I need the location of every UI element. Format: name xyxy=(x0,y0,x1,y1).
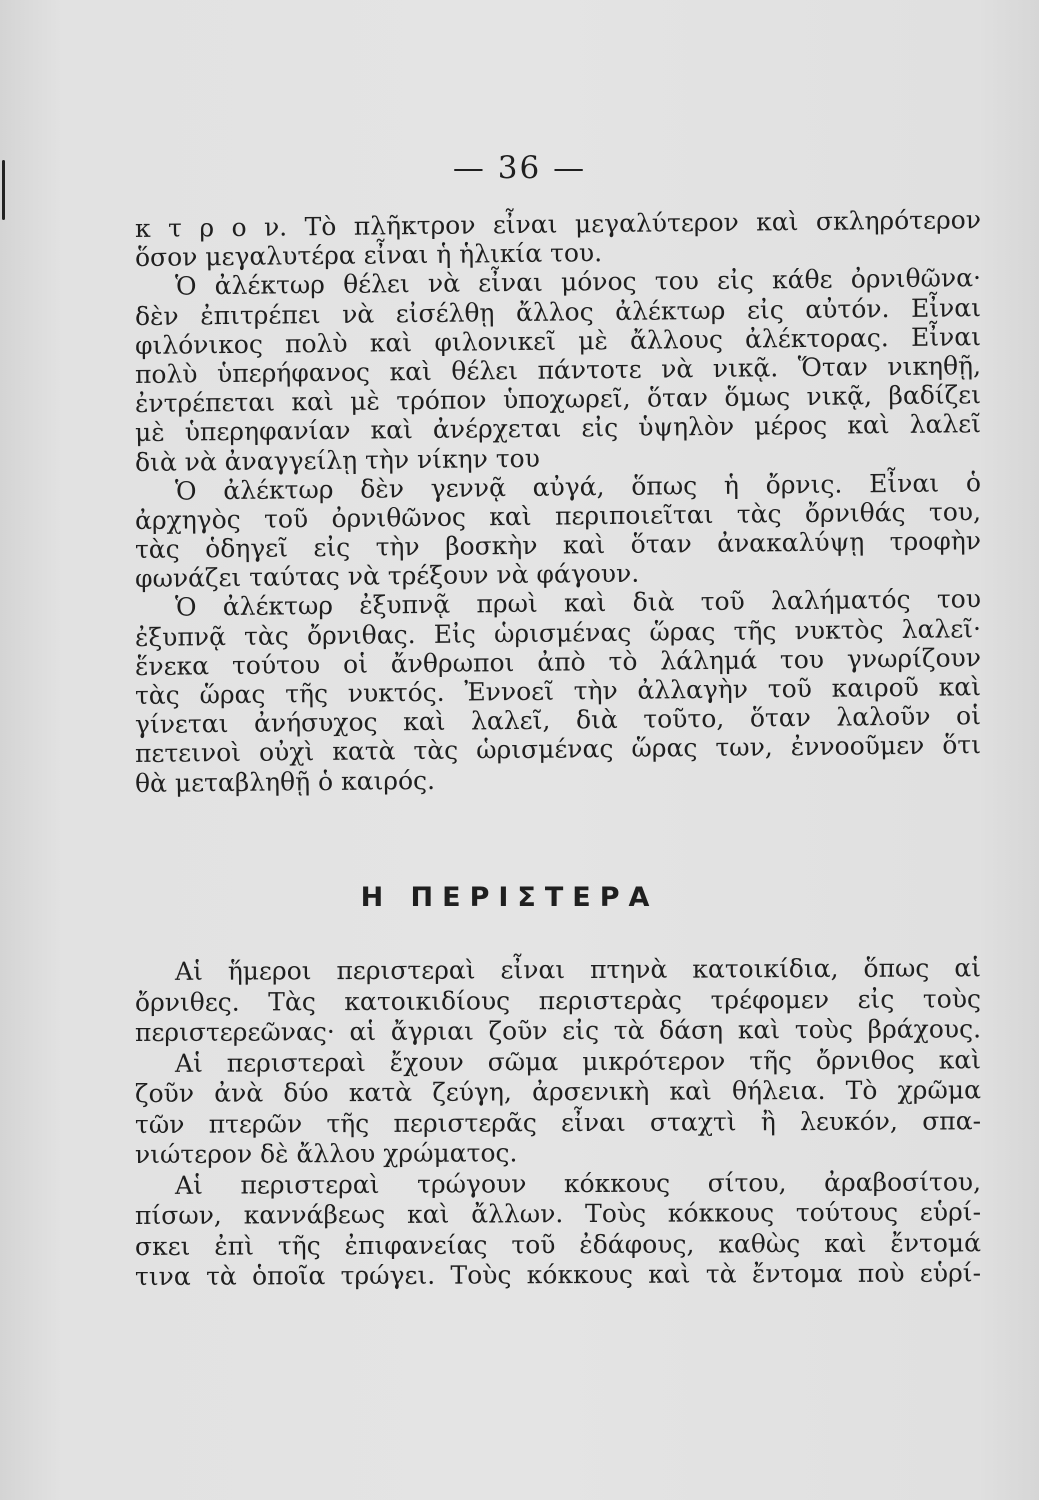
text-line: ἕνεκα τούτου οἱ ἄνθρωποι ἀπὸ τὸ λάλημά του γνωρίζουν xyxy=(134,642,982,681)
text-line: τινα τὰ ὁποῖα τρώγει. Τοὺς κόκκους καὶ τὰ ἔντομα ποὺ εὑρί- xyxy=(134,1258,982,1291)
text-line: ἀρχηγὸς τοῦ ὀρνιθῶνος καὶ περιποιεῖται τὰς ὄρνιθάς του, xyxy=(134,497,982,535)
text-line: ζοῦν ἀνὰ δύο κατὰ ζεύγη, ἀρσενικὴ καὶ θήλεια. Τὸ χρῶμα xyxy=(134,1075,982,1108)
text-line: πίσων, καννάβεως καὶ ἄλλων. Τοὺς κόκκους τούτους εὑρί- xyxy=(134,1197,982,1230)
text-line: πολὺ ὑπερήφανος καὶ θέλει πάντοτε νὰ νικᾷ. Ὅταν νικηθῇ, xyxy=(134,351,982,389)
text-line: τὰς ὥρας τῆς νυκτός. Ἐννοεῖ τὴν ἀλλαγὴν τοῦ καιροῦ καὶ xyxy=(134,672,982,710)
pigeon-text-block xyxy=(134,953,982,1293)
text-line: Ὁ ἀλέκτωρ θέλει νὰ εἶναι μόνος του εἰς κάθε ὀρνιθῶνα· xyxy=(174,263,982,301)
section-heading: Η ΠΕΡΙΣΤΕΡΑ xyxy=(360,882,659,913)
text-line: φωνάζει ταύτας νὰ τρέξουν νὰ φάγουν. xyxy=(134,558,640,594)
text-line: τῶν πτερῶν τῆς περιστερᾶς εἶναι σταχτὶ ἢ λευκόν, σπα- xyxy=(134,1105,982,1139)
text-line: δὲν ἐπιτρέπει νὰ εἰσέλθῃ ἄλλος ἀλέκτωρ εἰς αὐτόν. Εἶναι xyxy=(134,292,982,331)
text-line: Αἱ περιστεραὶ τρώγουν κόκκους σίτου, ἀραβοσίτου, xyxy=(174,1166,982,1200)
text-line: διὰ νὰ ἀναγγείλῃ τὴν νίκην του xyxy=(134,443,540,477)
text-line: ὅσον μεγαλυτέρα εἶναι ἡ ἡλικία του. xyxy=(134,238,603,273)
rooster-text-block xyxy=(134,205,982,798)
page-number: — 36 — xyxy=(452,150,587,186)
text-line: μὲ ὑπερηφανίαν καὶ ἀνέρχεται εἰς ὑψηλὸν μέρος καὶ λαλεῖ xyxy=(134,409,982,448)
text-line: Ὁ ἀλέκτωρ ἐξυπνᾷ πρωὶ καὶ διὰ τοῦ λαλήματός του xyxy=(174,584,982,623)
text-line: Ὁ ἀλέκτωρ δὲν γεννᾷ αὐγά, ὅπως ἡ ὄρνις. Εἶναι ὁ xyxy=(174,467,982,506)
text-line: πετεινοὶ οὐχὶ κατὰ τὰς ὡρισμένας ὥρας των, ἐννοοῦμεν ὅτι xyxy=(134,730,982,769)
text-line: κ τ ρ ο ν. Τὸ πλῆκτρον εἶναι μεγαλύτερον καὶ σκληρότερον xyxy=(134,205,982,243)
text-line: γίνεται ἀνήσυχος καὶ λαλεῖ, διὰ τοῦτο, ὅταν λαλοῦν οἱ xyxy=(134,701,982,740)
text-line: Αἱ περιστεραὶ ἔχουν σῶμα μικρότερον τῆς ὄρνιθος καὶ xyxy=(174,1044,982,1078)
text-line: νιώτερον δὲ ἄλλου χρώματος. xyxy=(134,1138,518,1169)
text-line: τὰς ὁδηγεῖ εἰς τὴν βοσκὴν καὶ ὅταν ἀνακαλύψῃ τροφὴν xyxy=(134,526,982,565)
text-line: σκει ἐπὶ τῆς ἐπιφανείας τοῦ ἐδάφους, καθὼς καὶ ἔντομά xyxy=(134,1227,982,1261)
text-line: φιλόνικος πολὺ καὶ φιλονικεῖ μὲ ἄλλους ἀλέκτορας. Εἶναι xyxy=(134,321,982,360)
text-line: ὄρνιθες. Τὰς κατοικιδίους περιστερὰς τρέφομεν εἰς τοὺς xyxy=(134,983,982,1017)
text-line: περιστερεῶνας· αἱ ἄγριαι ζοῦν εἰς τὰ δάση καὶ τοὺς βράχους. xyxy=(134,1014,982,1047)
text-line: Αἱ ἥμεροι περιστεραὶ εἶναι πτηνὰ κατοικίδια, ὅπως αἱ xyxy=(174,953,982,986)
text-line: θὰ μεταβληθῇ ὁ καιρός. xyxy=(134,765,436,798)
text-line: ἐξυπνᾷ τὰς ὄρνιθας. Εἰς ὡρισμένας ὥρας τῆς νυκτὸς λαλεῖ· xyxy=(134,613,982,652)
text-line: ἐντρέπεται καὶ μὲ τρόπον ὑποχωρεῖ, ὅταν ὅμως νικᾷ, βαδίζει xyxy=(134,380,982,419)
